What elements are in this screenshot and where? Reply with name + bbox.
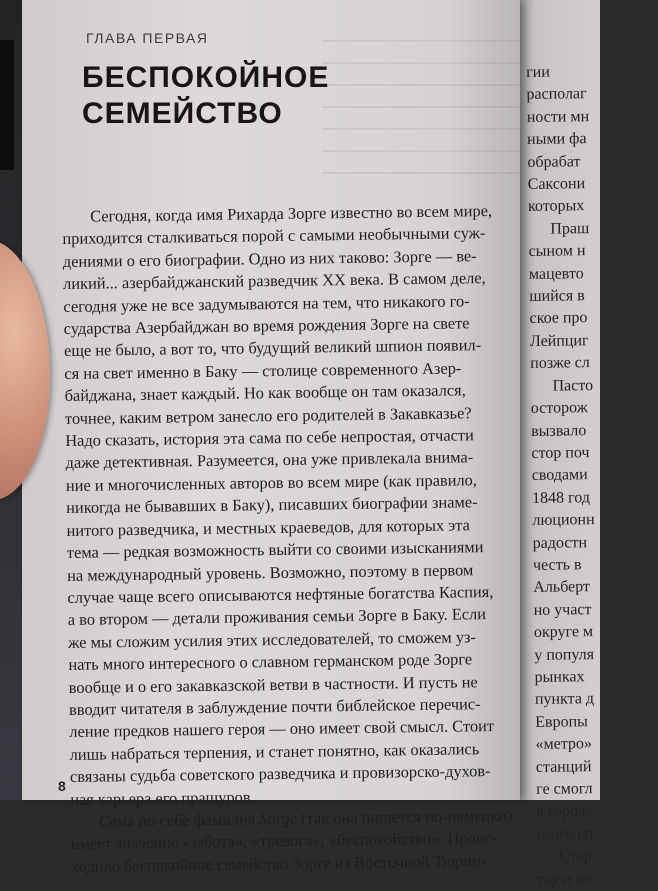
chapter-label: ГЛАВА ПЕРВАЯ: [86, 30, 209, 46]
right-text-line: Саксони: [527, 175, 586, 194]
chapter-title: [82, 60, 329, 132]
right-text-line: рынках: [534, 668, 585, 686]
right-text-line: Альберт: [533, 578, 591, 597]
chapter-title-line: БЕСПОКОЙНОЕ: [82, 61, 330, 94]
text-line: имеет значение «забота», «тревога», «беспокойство». Проис-: [70, 828, 498, 854]
right-text-line: ского сп: [536, 824, 593, 843]
text-line: связаны судьба советского разведчика и провизорско-духов-: [69, 761, 491, 787]
text-line: Надо сказать, история эта сама по себе непростая, отчасти: [65, 425, 474, 451]
right-text-line: гии: [526, 63, 550, 81]
paragraph-2: [70, 804, 541, 878]
text-line: тема — редкая возможность выйти со своими изысканиями: [66, 537, 484, 563]
right-text-line: Стар: [558, 847, 592, 865]
right-text-line: мацевто: [528, 264, 584, 283]
text-line: вводит читателя в заблуждение почти библейское перечис-: [68, 694, 481, 719]
text-line: на международный уровень. Возможно, поэтому в первом: [67, 559, 474, 585]
text-line: дениями о его биографии. Одно из них таково: Зорге — ве-: [62, 246, 477, 271]
right-text-line: сводами: [531, 466, 588, 485]
right-text-line: Праш: [550, 219, 590, 238]
right-text-line: ге смогл: [536, 780, 593, 798]
right-text-line: сыном н: [528, 242, 586, 261]
right-text-line: ности мн: [526, 107, 590, 126]
show-through-text: [322, 24, 522, 174]
text-line: ние и многочисленных авторов во всем мире (как правило,: [65, 470, 478, 495]
text-line: ная карьера его пращуров.: [70, 786, 255, 809]
right-text-line: позже сл: [530, 354, 590, 373]
body-text: [62, 199, 541, 878]
text-line: Сегодня, когда имя Рихарда Зорге известно во всем мире,: [90, 200, 493, 226]
right-text-line: ское про: [529, 309, 588, 328]
text-line: еще не было, а вот то, что будущий великий шпион появил-: [63, 335, 482, 361]
right-text-line: люционн: [532, 511, 595, 530]
right-text-line: ными фа: [526, 130, 587, 149]
right-text-line: стор поч: [531, 444, 590, 462]
text-line: нать много интересного о славном германском роде Зорге: [68, 649, 473, 675]
text-line: сегодня уже не все задумываются на тем, что никакого го-: [63, 290, 470, 316]
right-text-line: Лейпциг: [529, 332, 589, 350]
right-text-line: в городе: [536, 802, 594, 821]
text-line: а во втором — детали проживания семьи Зорге в Баку. Если: [67, 604, 487, 630]
text-line: даже детективная. Разумеется, она уже привлекала внима-: [65, 447, 474, 473]
text-line: сударства Азербайджан во время рождения Зорге на свете: [63, 313, 470, 339]
text-line: приходится сталкиваться порой с самыми необычными суж-: [62, 223, 486, 249]
right-text-line: Пасто: [552, 376, 594, 395]
right-text-line: «метро»: [535, 735, 593, 754]
right-text-line: Европы: [535, 712, 588, 731]
text-line: байджана, знает каждый. Но как вообще он там оказался,: [64, 380, 466, 406]
text-line: ся на свет именно в Баку — столице современного Азер-: [64, 358, 462, 383]
right-page-text: [526, 60, 658, 891]
right-text-line: у популя: [534, 645, 595, 664]
text-line: лишь набраться терпения, и станет понятно, как оказались: [69, 738, 480, 764]
text-line: же мы сложим усилия этих исследователей, то сможем уз-: [67, 626, 477, 652]
surname-italic: Sorge: [259, 808, 298, 829]
text-line: никогда не бывавших в Баку), писавших биографии знаме-: [66, 492, 478, 518]
right-text-line: 1848 год: [531, 488, 591, 507]
right-text-line: пункта д: [534, 690, 595, 709]
right-text-line: но участ: [533, 600, 592, 619]
right-text-line: тау и по: [537, 869, 593, 888]
right-text-line: вызвало: [531, 421, 587, 440]
text-line: нитого разведчика, и местных краеведов, для которых эта: [66, 515, 471, 540]
text-line: ходило беспокойное семейство Зорге из Восточной Тюрин-: [71, 850, 487, 876]
text-line: случае чаще всего описываются нефтяные богатства Каспия,: [67, 581, 494, 607]
text-line: точнее, каким ветром занесло его родителей в Закавказье?: [64, 402, 472, 428]
right-text-line: осторож: [530, 399, 588, 418]
right-text-line: обрабат: [527, 152, 581, 171]
right-text-line: шийся в: [529, 287, 585, 306]
right-text-line: честь в: [532, 556, 582, 574]
left-page: [22, 0, 520, 876]
book-cover-edge: [0, 40, 14, 170]
page-number: 8: [58, 778, 66, 794]
paragraph-1: [62, 199, 540, 810]
text-line: ление предков нашего героя — оно имеет свой смысл. Стоит: [69, 716, 495, 742]
right-text-line: радостн: [532, 533, 588, 552]
text-line: вообще и о его закавказской ветви в частности. И пусть не: [68, 671, 478, 697]
right-text-line: округе м: [533, 623, 594, 642]
chapter-title-line: СЕМЕЙСТВО: [82, 97, 283, 130]
right-text-line: станций: [535, 757, 592, 776]
right-text-line: которых: [527, 197, 585, 216]
text-line: ликий... азербайджанский разведчик XX века. В самом деле,: [62, 268, 486, 294]
right-text-line: располаг: [526, 85, 587, 104]
text-line: Сама по себе фамилия Sorge (так она пишется по-немецки): [98, 805, 513, 831]
